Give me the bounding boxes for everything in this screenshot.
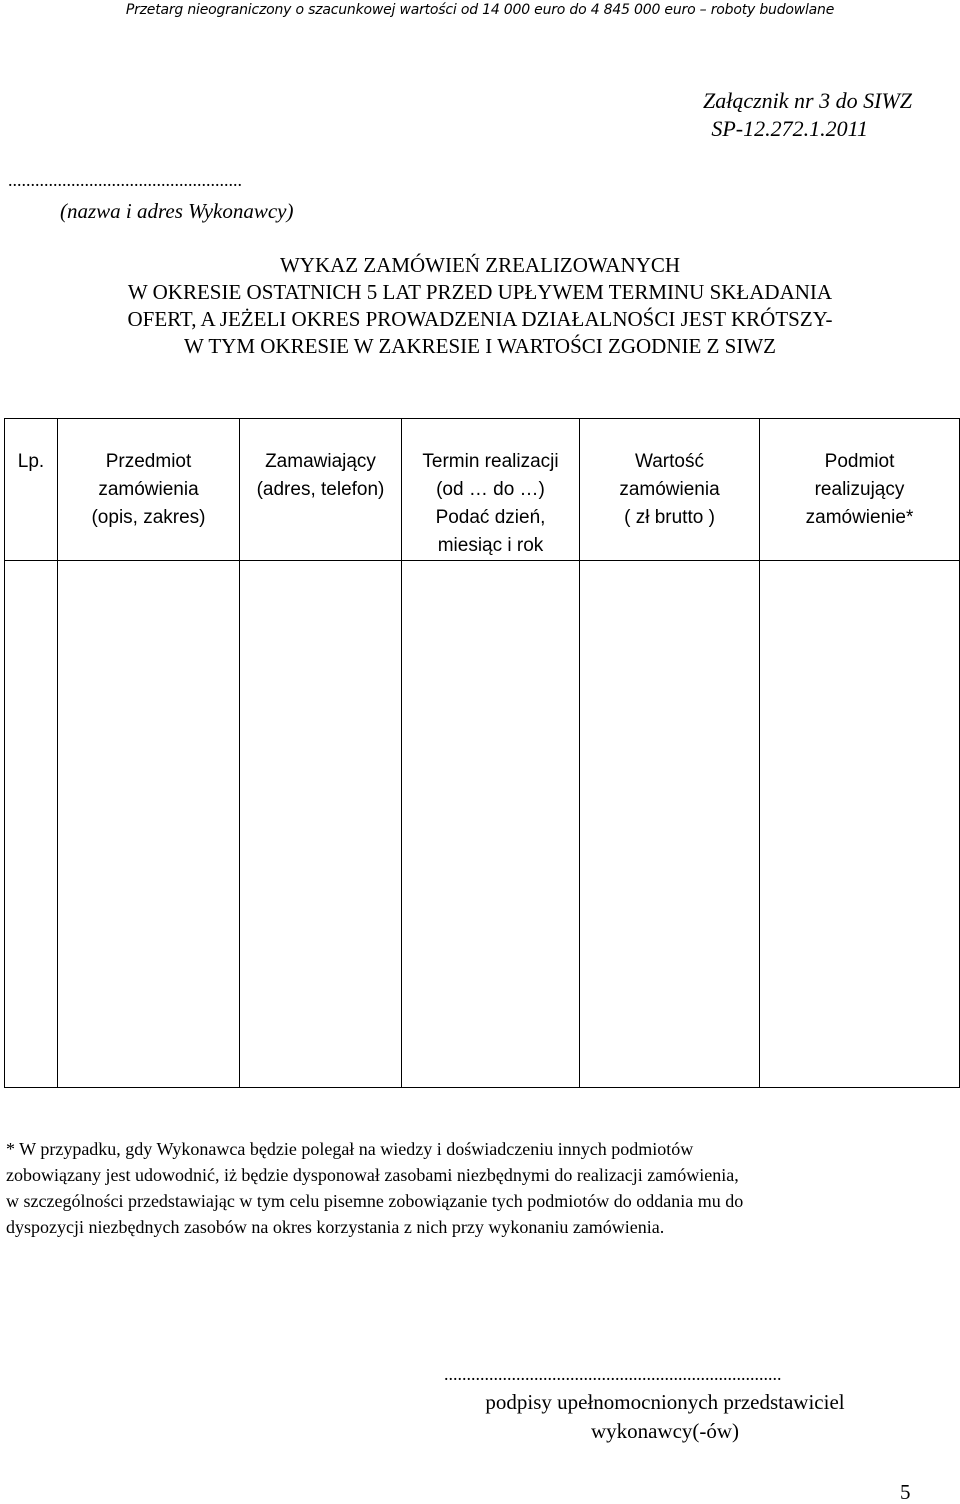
header-text: zamówienie* [805, 507, 914, 528]
document-title-line: OFERT, A JEŻELI OKRES PROWADZENIA DZIAŁALNOŚCI JEST KRÓTSZY- [127, 307, 833, 331]
header-text: Przedmiot [105, 451, 192, 472]
column-header-lp [5, 419, 58, 561]
signature-field: ........................................................................... [444, 1364, 782, 1384]
table-cell-client[interactable] [240, 561, 402, 1088]
header-text: Podać dzień, [435, 507, 546, 528]
header-text: Wartość [635, 451, 704, 472]
footnote-line: zobowiązany jest udowodnić, iż będzie dysponował zasobami niezbędnymi do realizacji zamówienia, [6, 1165, 739, 1185]
header-text: Lp. [17, 451, 45, 472]
footnote-line: * W przypadku, gdy Wykonawca będzie polegał na wiedzy i doświadczeniu innych podmiotów [6, 1139, 694, 1159]
table-cell-entity[interactable] [760, 561, 960, 1088]
table-cell-term[interactable] [402, 561, 580, 1088]
footnote-line: dyspozycji niezbędnych zasobów na okres korzystania z nich przy wykonaniu zamówienia. [6, 1217, 665, 1237]
document-title [8, 252, 952, 360]
table-header-row [5, 419, 960, 561]
contractor-label: (nazwa i adres Wykonawcy) [60, 199, 294, 223]
document-title-line: W OKRESIE OSTATNICH 5 LAT PRZED UPŁYWEM TERMINU SKŁADANIA [127, 280, 833, 304]
header-text: miesiąc i rok [437, 535, 544, 556]
footnote [6, 1136, 912, 1240]
header-text: Zamawiający [265, 451, 376, 472]
table-cell-subject[interactable] [58, 561, 240, 1088]
header-text: ( zł brutto ) [624, 507, 715, 528]
column-header-value [580, 419, 760, 561]
header-text: (od … do …) [436, 479, 545, 500]
column-header-term [402, 419, 580, 561]
document-title-line: W TYM OKRESIE W ZAKRESIE I WARTOŚCI ZGODNIE Z SIWZ [184, 334, 776, 358]
running-header: Przetarg nieograniczony o szacunkowej wartości od 14 000 euro do 4 845 000 euro – roboty budowlane [125, 2, 835, 18]
column-header-entity [760, 419, 960, 561]
footnote-line: w szczególności przedstawiając w tym celu pisemne zobowiązanie tych podmiotów do oddania mu do [6, 1191, 744, 1211]
contractor-name-field: .................................................... [8, 170, 242, 190]
orders-table [4, 418, 960, 1088]
header-text: zamówienia [619, 479, 720, 500]
header-text: (opis, zakres) [91, 507, 206, 528]
header-text: realizujący [814, 479, 905, 500]
signature-label [430, 1388, 900, 1446]
table-row [5, 561, 960, 1088]
header-text: (adres, telefon) [256, 479, 385, 500]
annex-title: Załącznik nr 3 do SIWZ [703, 88, 912, 113]
table-cell-value[interactable] [580, 561, 760, 1088]
page-number: 5 [900, 1480, 911, 1504]
header-text: Podmiot [824, 451, 895, 472]
column-header-client [240, 419, 402, 561]
document-title-line: WYKAZ ZAMÓWIEŃ ZREALIZOWANYCH [279, 253, 681, 277]
header-text: zamówienia [98, 479, 199, 500]
annex-reference: SP-12.272.1.2011 [711, 116, 868, 141]
column-header-subject [58, 419, 240, 561]
table-cell-lp[interactable] [5, 561, 58, 1088]
signature-label-line: podpisy upełnomocnionych przedstawiciel [485, 1390, 845, 1414]
signature-label-line: wykonawcy(-ów) [590, 1419, 740, 1443]
header-text: Termin realizacji [422, 451, 559, 472]
